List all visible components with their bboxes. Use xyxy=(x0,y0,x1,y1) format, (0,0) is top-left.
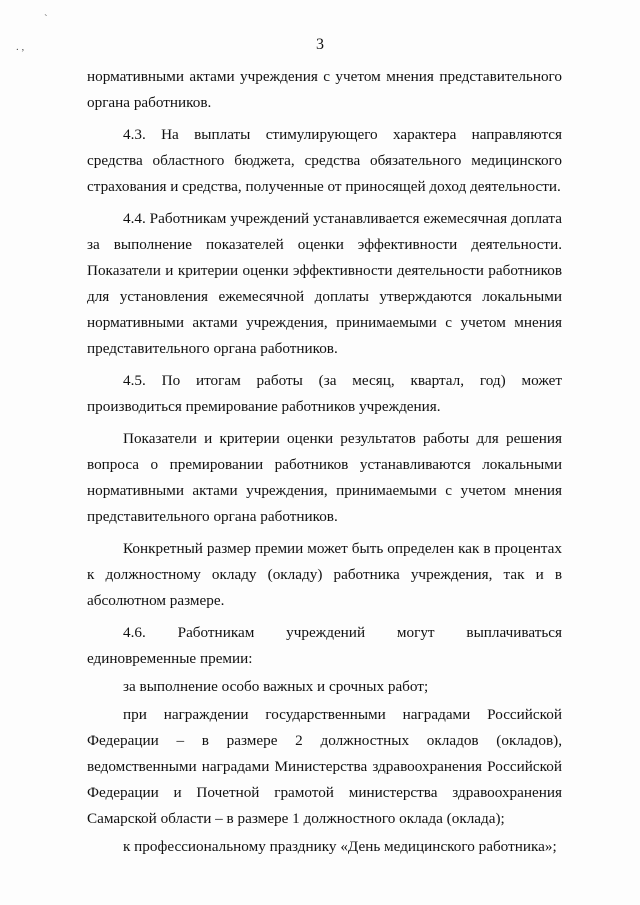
paragraph-4-5: 4.5. По итогам работы (за месяц, квартал, год) может производиться премирование работников учреждения. xyxy=(87,372,562,415)
paragraph-bonus-size: Конкретный размер премии может быть определен как в процентах к должностному окладу (окладу) работника учреждения, так и в абсолютном размере. xyxy=(87,540,562,609)
document-body xyxy=(87,64,562,860)
scan-artifact: ` xyxy=(44,13,48,25)
paragraph-4-3: 4.3. На выплаты стимулирующего характера направляются средства областного бюджета, средства обязательного медицинского страхования и средства, полученные от приносящей доход деятельности. xyxy=(87,126,562,195)
paragraph-criteria: Показатели и критерии оценки результатов работы для решения вопроса о премировании работников устанавливаются локальными нормативными актами учреждения, принимаемыми с учетом мнения представительного органа работников. xyxy=(87,430,562,525)
paragraph-continuation: нормативными актами учреждения с учетом мнения представительного органа работников. xyxy=(87,68,562,111)
page-number: 3 xyxy=(316,36,324,53)
list-item-medical-day: к профессиональному празднику «День медицинского работника»; xyxy=(123,838,557,855)
list-item-awards: при награждении государственными наградами Российской Федерации – в размере 2 должностных окладов (окладов), ведомственными наградами Министерства здравоохранения Российской Федерации и Почетной грамотой министерства здравоохранения Самарской области – в размере 1 должностного оклада (оклада); xyxy=(87,706,562,827)
paragraph-4-6: 4.6. Работникам учреждений могут выплачиваться единовременные премии: xyxy=(87,624,562,667)
list-item-urgent-work: за выполнение особо важных и срочных работ; xyxy=(123,678,429,695)
scan-artifact: . , xyxy=(16,41,25,53)
paragraph-4-4: 4.4. Работникам учреждений устанавливается ежемесячная доплата за выполнение показателей оценки эффективности деятельности. Показатели и критерии оценки эффективности деятельности работников для установления ежемесячной доплаты утверждаются локальными нормативными актами учреждения, принимаемыми с учетом мнения представительного органа работников. xyxy=(87,210,562,357)
